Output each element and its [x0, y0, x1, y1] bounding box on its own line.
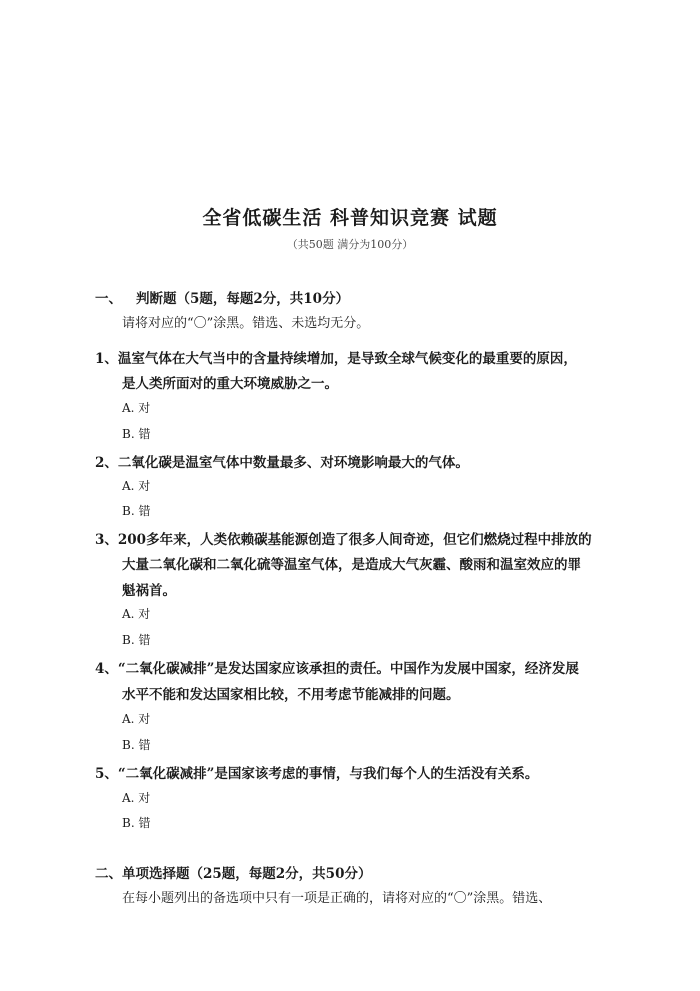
question-4-line-1: 4、“二氧化碳减排”是发达国家应该承担的责任。中国作为发展中国家，经济发展	[95, 661, 579, 677]
question-3-line-2: 大量二氧化碳和二氧化硫等温室气体，是造成大气灰霾、酸雨和温室效应的罪	[122, 557, 581, 573]
question-2-option-a[interactable]: A. 对	[122, 479, 151, 493]
section1-number: 一、	[95, 291, 122, 307]
question-3-option-b[interactable]: B. 错	[122, 633, 151, 647]
page-subtitle: （共50题 满分为100分）	[286, 238, 414, 251]
question-1-option-a[interactable]: A. 对	[122, 401, 151, 415]
section2-instruction: 在每小题列出的备选项中只有一项是正确的，请将对应的“〇”涂黑。错选、	[122, 891, 552, 906]
question-1-line-2: 是人类所面对的重大环境威胁之一。	[122, 376, 338, 392]
question-4-line-2: 水平不能和发达国家相比较，不用考虑节能减排的问题。	[122, 687, 460, 703]
section1-heading: 判断题（5题，每题2分，共10分）	[136, 291, 350, 307]
question-3-line-3: 魁祸首。	[122, 583, 176, 599]
question-5-line-1: 5、“二氧化碳减排”是国家该考虑的事情，与我们每个人的生活没有关系。	[95, 766, 539, 782]
question-1-line-1: 1、温室气体在大气当中的含量持续增加，是导致全球气候变化的最重要的原因，	[95, 351, 577, 367]
question-2-option-b[interactable]: B. 错	[122, 504, 151, 518]
question-3-line-1: 3、200多年来，人类依赖碳基能源创造了很多人间奇迹，但它们燃烧过程中排放的	[95, 532, 592, 548]
section1-instruction: 请将对应的“〇”涂黑。错选、未选均无分。	[122, 316, 370, 331]
question-4-option-b[interactable]: B. 错	[122, 738, 151, 752]
question-4-option-a[interactable]: A. 对	[122, 712, 151, 726]
section2-heading: 二、单项选择题（25题，每题2分，共50分）	[95, 866, 372, 882]
question-1-option-b[interactable]: B. 错	[122, 427, 151, 441]
page-title: 全省低碳生活 科普知识竞赛 试题	[202, 207, 498, 229]
question-5-option-a[interactable]: A. 对	[122, 791, 151, 805]
question-5-option-b[interactable]: B. 错	[122, 816, 151, 830]
question-2-line-1: 2、二氧化碳是温室气体中数量最多、对环境影响最大的气体。	[95, 455, 469, 471]
question-3-option-a[interactable]: A. 对	[122, 607, 151, 621]
